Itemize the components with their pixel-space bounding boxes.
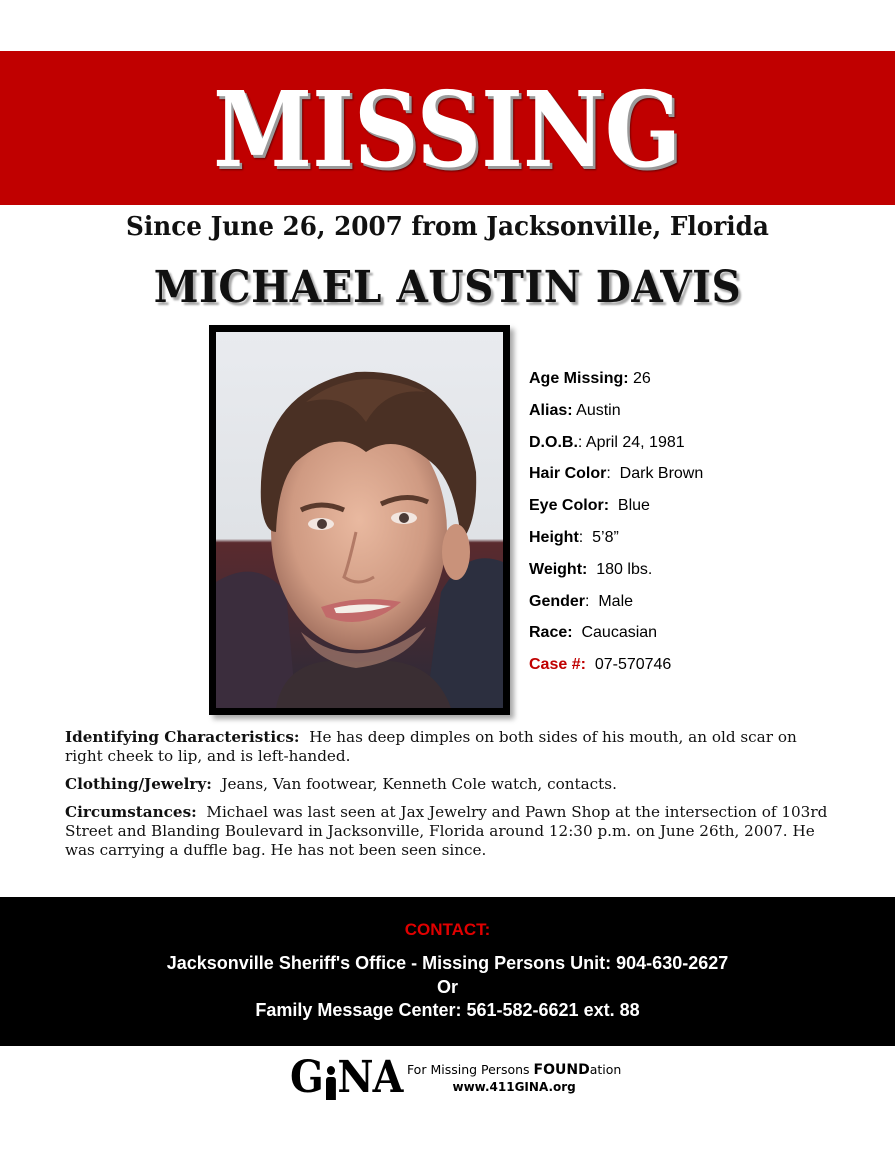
detail-label: Hair Color <box>529 465 607 483</box>
detail-value: : April 24, 1981 <box>577 433 685 451</box>
detail-dob <box>529 432 869 464</box>
gina-letter-a: A <box>372 1052 403 1103</box>
detail-label: D.O.B. <box>529 433 578 451</box>
clothing-jewelry <box>65 775 835 794</box>
gina-logo <box>290 1052 630 1103</box>
contact-sheriff-phone: Jacksonville Sheriff's Office - Missing Persons Unit: 904-630-2627 <box>166 953 729 973</box>
person-details <box>529 368 869 686</box>
detail-case-number <box>529 654 869 686</box>
missing-since-line: Since June 26, 2007 from Jacksonville, Florida <box>126 212 769 242</box>
tagline-prefix: For Missing Persons <box>406 1061 534 1077</box>
detail-race <box>529 622 869 654</box>
narrative-text: He has deep dimples on both sides of his mouth, an old scar on right cheek to lip, and is left-handed. <box>65 728 802 765</box>
identifying-characteristics <box>65 728 835 766</box>
detail-label: Gender <box>529 592 586 610</box>
detail-gender <box>529 591 869 623</box>
detail-label: Weight: <box>529 560 588 578</box>
tagline-suffix: ation <box>589 1061 622 1077</box>
photo-frame <box>209 325 510 715</box>
gina-website-link[interactable]: www.411GINA.org <box>452 1079 576 1094</box>
contact-family-phone: Family Message Center: 561-582-6621 ext. 88 <box>255 1000 640 1020</box>
detail-value: 07-570746 <box>585 656 672 674</box>
detail-eye-color <box>529 495 869 527</box>
detail-value: Austin <box>572 401 621 419</box>
detail-age-missing <box>529 368 869 400</box>
narrative-label: Identifying Characteristics: <box>65 728 300 746</box>
narrative-label: Clothing/Jewelry: <box>65 775 212 793</box>
circumstances <box>65 803 835 860</box>
missing-banner <box>0 51 895 205</box>
contact-title: CONTACT: <box>404 920 491 939</box>
detail-value: : 5’8” <box>578 528 619 546</box>
detail-height <box>529 527 869 559</box>
detail-label: Age Missing: <box>529 370 629 387</box>
detail-value: Blue <box>609 497 650 515</box>
portrait-image <box>216 332 503 708</box>
gina-foundation-line <box>407 1061 621 1079</box>
detail-alias <box>529 400 869 432</box>
detail-value: 180 lbs. <box>587 560 653 578</box>
narrative-section <box>65 728 835 869</box>
detail-hair-color <box>529 463 869 495</box>
detail-label: Alias: <box>529 401 573 419</box>
contact-or: Or <box>436 977 458 997</box>
contact-band <box>0 897 895 1046</box>
detail-label: Height <box>529 528 579 546</box>
gina-letter-g: G <box>290 1052 323 1103</box>
person-icon <box>324 1066 337 1100</box>
gina-wordmark <box>290 1052 403 1103</box>
detail-value: 26 <box>628 370 651 387</box>
detail-weight <box>529 559 869 591</box>
person-name: MICHAEL AUSTIN DAVIS <box>153 262 742 313</box>
gina-letter-n: N <box>337 1052 373 1103</box>
tagline-found: FOUND <box>533 1061 590 1078</box>
detail-value: Caucasian <box>572 624 658 642</box>
narrative-text: Michael was last seen at Jax Jewelry and Pawn Shop at the intersection of 103rd Street and Blanding Boulevard in Jacksonville, Florida around 12:30 p.m. on June 26th, 2007. He was carrying a duffle bag. He has not been seen since. <box>65 803 833 859</box>
detail-value: : Dark Brown <box>606 465 704 483</box>
narrative-label: Circumstances: <box>65 803 197 821</box>
person-photo <box>216 332 503 708</box>
gina-tagline <box>407 1061 621 1096</box>
detail-value: : Male <box>585 592 634 610</box>
detail-label: Eye Color: <box>529 497 610 515</box>
detail-label: Race: <box>529 624 573 642</box>
missing-title: MISSING <box>213 68 682 191</box>
detail-label: Case #: <box>529 656 586 674</box>
narrative-text: Jeans, Van footwear, Kenneth Cole watch, contacts. <box>211 775 617 793</box>
